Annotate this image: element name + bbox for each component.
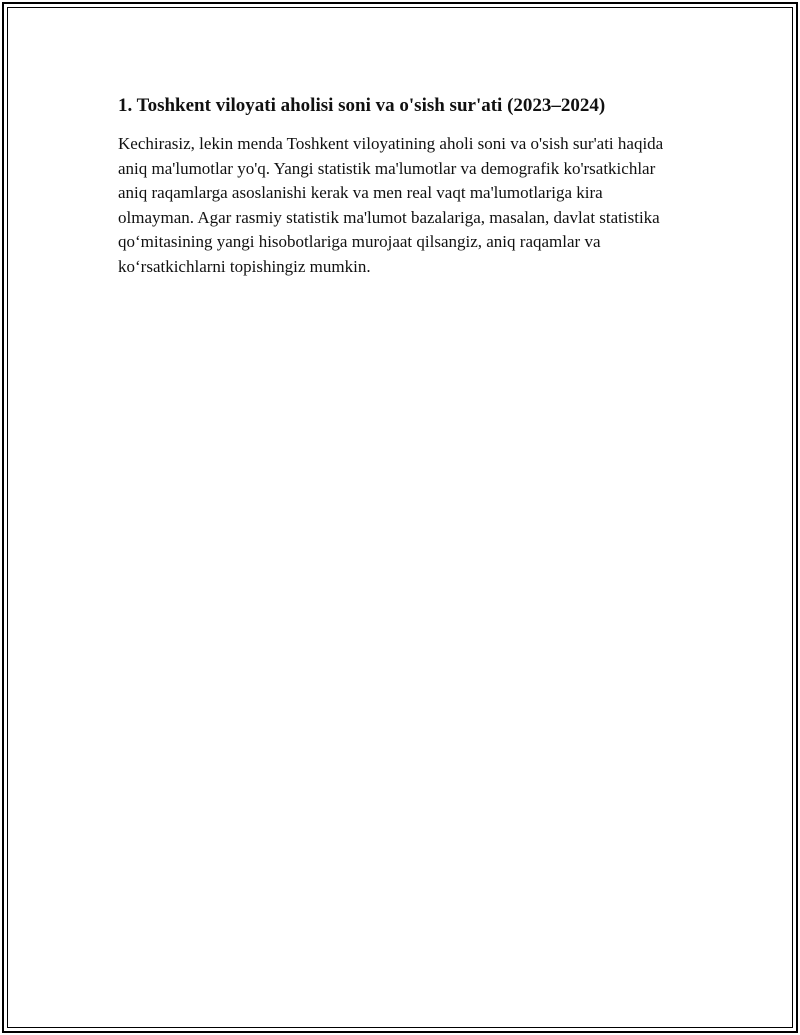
section-paragraph: Kechirasiz, lekin menda Toshkent viloyatining aholi soni va o'sish sur'ati haqida aniq ma'lumotlar yo'q. Yangi statistik ma'lumotlar va demografik ko'rsatkichlar aniq raqamlarga asoslanishi kerak va men real vaqt ma'lumotlariga kira olmayman. Agar rasmiy statistik ma'lumot bazalariga, masalan, davlat statistika qo‘mitasining yangi hisobotlariga murojaat qilsangiz, aniq raqamlar va ko‘rsatkichlarni topishingiz mumkin. — [118, 134, 664, 276]
section-heading: 1. Toshkent viloyati aholisi soni va o'sish sur'ati (2023–2024) — [118, 95, 606, 116]
document-content — [118, 93, 678, 279]
